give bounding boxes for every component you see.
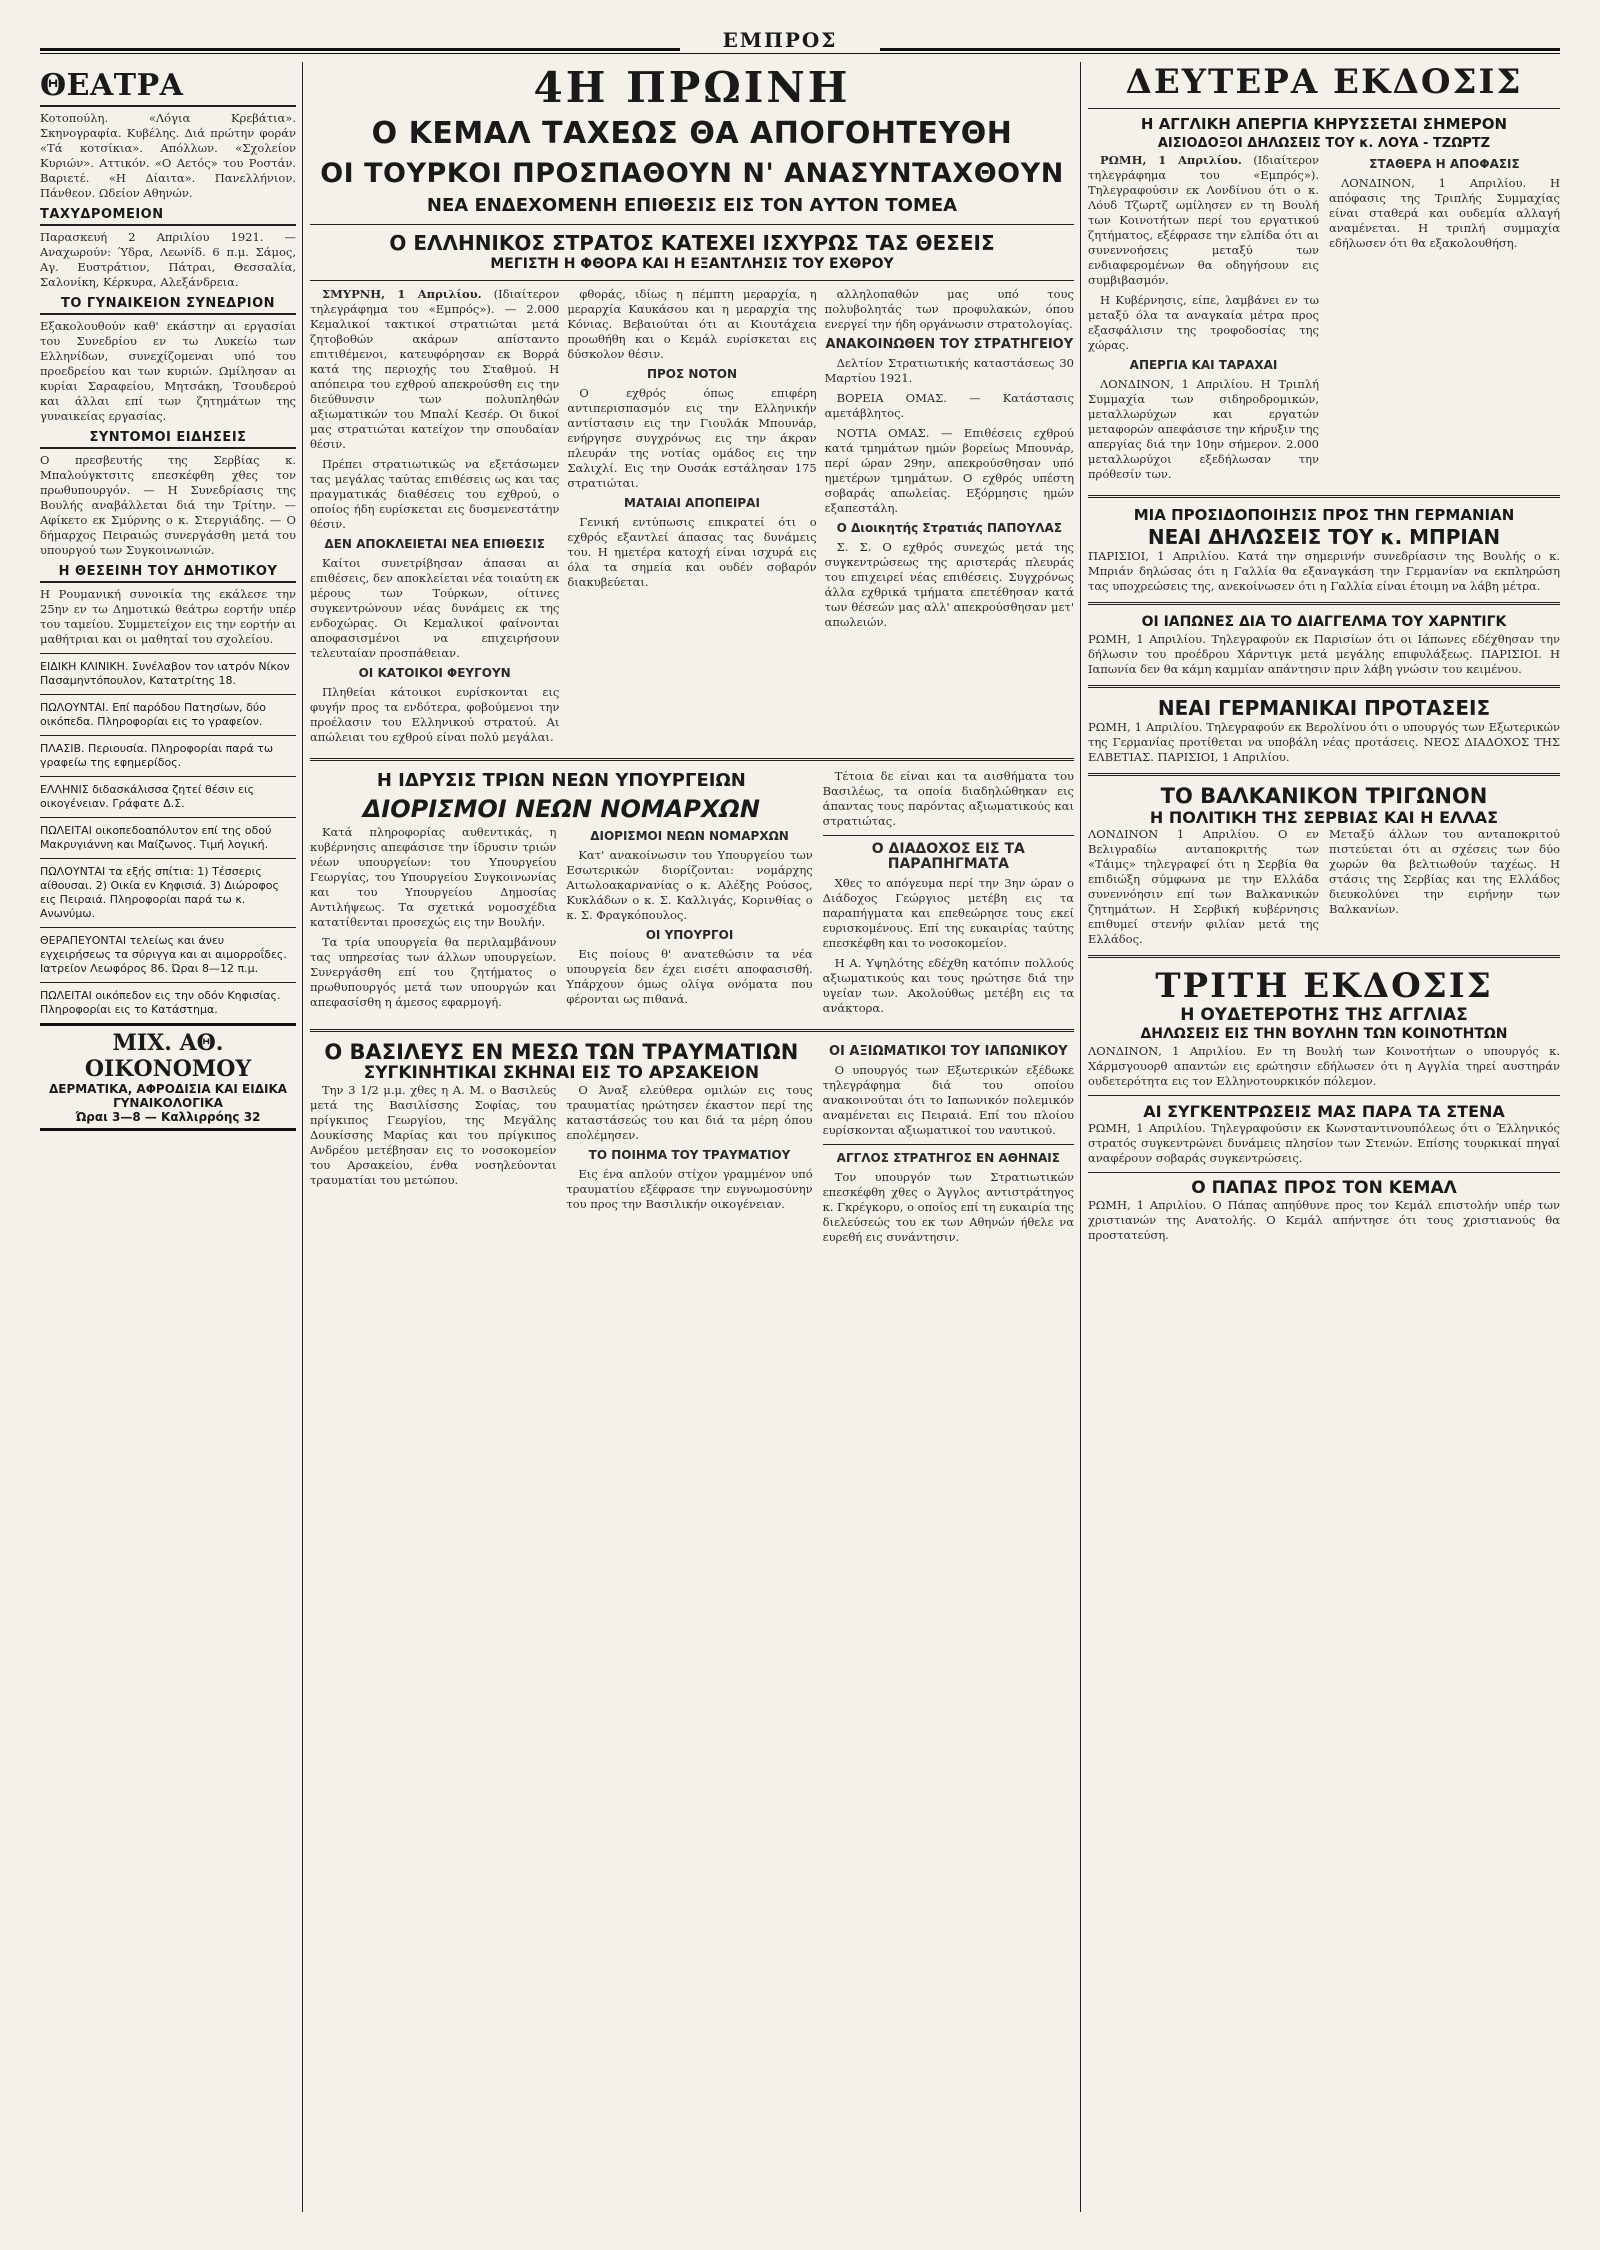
headline-kemal: Ο ΚΕΜΑΛ ΤΑΧΕΩΣ ΘΑ ΑΠΟΓΟΗΤΕΥΘΗ	[371, 116, 1013, 151]
rent-notice: ΠΩΛΟΥΝΤΑΙ τα εξής σπίτια: 1) Τέσσερις αίθουσαι. 2) Οικία εν Κηφισιά. 3) Διώροφος εις Πειραιά. Πληροφορίαι παρά τω κ. Ανωνύμω.	[40, 865, 279, 920]
theatres-text: Κοτοπούλη. «Λόγια Κρεβάτια». Σκηνογραφία. Κυβέλης. Διά πρώτην φοράν «Τά κοτσίκια». Απόλλων. «Σχολείον Κυριών». Αττικόν. «Ο Αετός» του Ροστάν. Βαριετέ. «Η Δίαιτα». Πανελλήνιον. Πάνθεον. Ωδείον Αθηνών.	[40, 111, 296, 200]
divider	[1088, 495, 1560, 498]
ministries-col-2	[566, 825, 812, 1015]
king-text-2: Ο Άναξ ελεύθερα ομιλών εις τους τραυματίας ηρώτησεν έκαστον περί της καταστάσεώς του και διά τα μέρη όπου επολέμησεν.	[566, 1083, 813, 1142]
germany-headline: ΜΙΑ ΠΡΟΣΙΔΟΠΟΙΗΣΙΣ ΠΡΟΣ ΤΗΝ ΓΕΡΜΑΝΙΑΝ	[1133, 506, 1515, 524]
divider	[40, 776, 296, 777]
straits-text: ΡΩΜΗ, 1 Απριλίου. Τηλεγραφούσιν εκ Κωνσταντινουπόλεως ότι ο Έλληνικός στρατός συγκεντρώνει δυνάμεις πλησίον των Στενών. Επίσης τουρκικαί πηγαί αναφέρουν σοβαράς συγκεντρώσεις.	[1088, 1121, 1560, 1165]
lead-col-1	[310, 287, 559, 750]
hq-south: ΝΟΤΙΑ ΟΜΑΣ. — Επιθέσεις εχθρού κατά τμημάτων ημών βορείως Μπουνάρ, περί ώραν 29ην, απεκρούσθησαν υπό ημετέρων τμημάτων. Ο εχθρός υπέστη σοβαράς απωλείας. Εξόρμησις ημών εξαπεστάλη.	[824, 426, 1074, 515]
divider	[310, 758, 1074, 761]
balkan-col-1: ΛΟΝΔΙΝΟΝ 1 Απριλίου. Ο εν Βελιγραδίω ανταποκριτής των «Τάιμς» τηλεγραφεί ότι η Σερβία θα επιδιώξη σύμφωνα με την Ελλάδα συνεννόησιν επί των Βαλκανικών ζητημάτων. Η Σερβική κυβέρνησις επιθυμεί στενήν φιλίαν μετά της Ελλάδος.	[1088, 827, 1319, 946]
retreat-title: ΜΑΤΑΙΑΙ ΑΠΟΠΕΙΡΑΙ	[624, 496, 760, 510]
column-divider	[1080, 62, 1081, 2212]
hq-signed: Ο Διοικητής Στρατιάς ΠΑΠΟΥΛΑΣ	[836, 521, 1063, 535]
retreat-text: Γενική εντύπωσις επικρατεί ότι ο εχθρός εξαντλεί άπασας τας δυνάμεις του. Η ημετέρα κατοχή είναι ισχυρά εις όλα τα σημεία και ουδέν σοβαρόν διακυβεύεται.	[567, 515, 817, 589]
edition-title: 4Η ΠΡΩΙΝΗ	[533, 63, 851, 112]
strike-subtitle-2: ΑΠΕΡΓΙΑ ΚΑΙ ΤΑΡΑΧΑΙ	[1129, 358, 1278, 372]
japan-title: ΟΙ ΑΞΙΩΜΑΤΙΚΟΙ ΤΟΥ ΙΑΠΩΝΙΚΟΥ	[828, 1044, 1068, 1059]
teacher-notice: ΕΛΛΗΝΙΣ διδασκάλισσα ζητεί θέσιν εις οικογένειαν. Γράφατε Δ.Σ.	[40, 783, 255, 810]
lost-notice: ΠΛΑΣΙΒ. Περιουσία. Πληροφορίαι παρά τω γραφείω της εφημερίδος.	[40, 742, 274, 769]
straits-headline: ΑΙ ΣΥΓΚΕΝΤΡΩΣΕΙΣ ΜΑΣ ΠΑΡΑ ΤΑ ΣΤΕΝΑ	[1143, 1102, 1505, 1121]
doctor-ad-name: ΜΙΧ. ΑΘ. ΟΙΚΟΝΟΜΟΥ	[40, 1023, 296, 1082]
house-notice: ΠΩΛΕΙΤΑΙ οικοπεδοαπόλυτον επί της οδού Μακρυγιάννη και Μαίζωνος. Τιμή λογική.	[40, 824, 272, 851]
hq-dateline: Δελτίον Στρατιωτικής καταστάσεως 30 Μαρτίου 1921.	[824, 356, 1074, 385]
new-attacks-text: Καίτοι συνετρίβησαν άπασαι αι επιθέσεις, δεν αποκλείεται νέα τοιαύτη εκ μέρους των Τούρκων, οίτινες συγκεντρώνουν νέας δυνάμεις εκ της ενδοχώρας. Οι Κεμαλικοί φαίνονται αποφασισμένοι να επιχειρήσουν τελευταίαν προσπάθειαν.	[310, 556, 560, 660]
pope-headline: Ο ΠΑΠΑΣ ΠΡΟΣ ΤΟΝ ΚΕΜΑΛ	[1191, 1178, 1457, 1198]
nomarchs-text: Κατ' ανακοίνωσιν του Υπουργείου των Εσωτερικών διορίζονται: νομάρχης Αιτωλοακαρνανίας ο κ. Αλέξης Ρούσος, Κυκλάδων ο κ. Σ. Καλλιγάς, Κορινθίας ο κ. Σ. Φραγκόπουλος.	[566, 848, 813, 922]
theatres-title: ΘΕΑΤΡΑ	[40, 68, 296, 107]
doctor-ad-desc: ΔΕΡΜΑΤΙΚΑ, ΑΦΡΟΔΙΣΙΑ ΚΑΙ ΕΙΔΙΚΑ ΓΥΝΑΙΚΟΛΟΓΙΚΑ	[48, 1082, 288, 1110]
headline-turks: ΟΙ ΤΟΥΡΚΟΙ ΠΡΟΣΠΑΘΟΥΝ Ν' ΑΝΑΣΥΝΤΑΧΘΟΥΝ	[320, 158, 1064, 189]
heir-story	[823, 769, 1074, 1021]
english-general-title: ΑΓΓΛΟΣ ΣΤΡΑΤΗΓΟΣ ΕΝ ΑΘΗΝΑΙΣ	[836, 1151, 1060, 1165]
divider	[1088, 1172, 1560, 1173]
divider	[310, 1029, 1074, 1032]
poem-text: Εις ένα απλούν στίχον γραμμένον υπό τραυματίου εξέφρασε την ευγνωμοσύνην του προς την Βασιλικήν οικογένειαν.	[566, 1167, 813, 1211]
strike-col-2	[1329, 153, 1560, 487]
lead-col-2	[567, 287, 816, 750]
neutrality-subheadline: ΔΗΛΩΣΕΙΣ ΕΙΣ ΤΗΝ ΒΟΥΛΗΝ ΤΩΝ ΚΟΙΝΟΤΗΤΩΝ	[1140, 1026, 1508, 1042]
ministries-text: Κατά πληροφορίας αυθεντικάς, η κυβέρνησις απεφάσισε την ίδρυσιν τριών νέων υπουργείων: του Υπουργείου Γεωργίας, του Υπουργείου Συγκοινωνίας και του Υπουργείου Δημοσίας Αντιλήψεως. Τα σχετικά νομοσχέδια κατατίθενται προσεχώς εις την Βουλήν.	[310, 825, 557, 929]
mail-title: ΤΑΧΥΔΡΟΜΕΙΟΝ	[40, 207, 296, 226]
headline-attack: ΝΕΑ ΕΝΔΕΧΟΜΕΝΗ ΕΠΙΘΕΣΙΣ ΕΙΣ ΤΟΝ ΑΥΤΟΝ ΤΟΜΕΑ	[426, 195, 958, 216]
womens-congress-text: Εξακολουθούν καθ' εκάστην αι εργασίαι του Συνεδρίου εν τω Λυκείω των Ελληνίδων, συνεχίζομεναι υπό του προεδρείου και των κυριών. Ωμίλησαν αι κυρίαι Σαραφείου, Μητσάκη, Τσουδερού και άλλαι επί των ζητημάτων της γυναικείας εργασίας.	[40, 319, 296, 423]
newspaper-page	[40, 28, 1560, 2223]
strike-col-1	[1088, 153, 1319, 487]
lead-text-2: Πρέπει στρατιωτικώς να εξετάσωμεν τας μεγάλας ταύτας επιθέσεις ως και τας πραγματικάς διαθέσεις του εχθρού, ο οποίος ήδη ευρίσκεται εις δυσμενεστάτην θέσιν.	[310, 457, 560, 531]
ministries-headline: Η ΙΔΡΥΣΙΣ ΤΡΙΩΝ ΝΕΩΝ ΥΠΟΥΡΓΕΙΩΝ	[376, 770, 746, 791]
king-story	[310, 1040, 813, 1250]
divider	[1088, 108, 1560, 109]
germany-subheadline: ΝΕΑΙ ΔΗΛΩΣΕΙΣ ΤΟΥ κ. ΜΠΡΙΑΝ	[1147, 525, 1501, 549]
middle-stories	[310, 769, 1074, 1021]
divider	[310, 224, 1074, 225]
demotic-title: Η ΘΕΣΕΙΝΗ ΤΟΥ ΔΗΜΟΤΙΚΟΥ	[40, 564, 296, 583]
germany-text: ΠΑΡΙΣΙΟΙ, 1 Απριλίου. Κατά την σημερινήν συνεδρίασιν της Βουλής ο κ. Μπριάν δηλώσας ότι η Γαλλία θα εξαναγκάση την Γερμανίαν να εκπληρώση τας υποχρεώσεις της, ανεκοίνωσεν ότι η Γαλλία είναι έτοιμη να λάβη μέτρα.	[1088, 549, 1560, 593]
hq-north: ΒΟΡΕΙΑ ΟΜΑΣ. — Κατάστασις αμετάβλητος.	[824, 391, 1074, 420]
ministries-story	[310, 769, 813, 1021]
king-subheadline: ΣΥΓΚΙΝΗΤΙΚΑΙ ΣΚΗΝΑΙ ΕΙΣ ΤΟ ΑΡΣΑΚΕΙΟΝ	[363, 1063, 760, 1083]
divider	[40, 858, 296, 859]
hq-title: ΑΝΑΚΟΙΝΩΘΕΝ ΤΟΥ ΣΤΡΑΤΗΓΕΙΟΥ	[825, 337, 1074, 352]
lead-col2-text: φθοράς, ιδίως η πέμπτη μεραρχία, η μεραρχία Καυκάσου και η μεραρχία της Κόνιας. Βεβαιούται ότι αι Κιουτάχεια προωθήθη και ο Κεμάλ ευρίσκεται εις δύσκολον θέσιν.	[567, 287, 817, 361]
ministries-col-1	[310, 825, 556, 1015]
japan-harding-headline: ΟΙ ΙΑΠΩΝΕΣ ΔΙΑ ΤΟ ΔΙΑΓΓΕΛΜΑ ΤΟΥ ΧΑΡΝΤΙΓΚ	[1141, 614, 1507, 630]
german-proposals-headline: ΝΕΑΙ ΓΕΡΜΑΝΙΚΑΙ ΠΡΟΤΑΣΕΙΣ	[1157, 696, 1491, 720]
japan-story	[823, 1040, 1074, 1250]
sale-notice: ΠΩΛΟΥΝΤΑΙ. Επί παρόδου Πατησίων, δύο οικόπεδα. Πληροφορίαι εις το γραφείον.	[40, 701, 266, 728]
bottom-stories	[310, 1040, 1074, 1250]
fugitives-title: ΟΙ ΚΑΤΟΙΚΟΙ ΦΕΥΓΟΥΝ	[358, 666, 511, 680]
poem-title: ΤΟ ΠΟΙΗΜΑ ΤΟΥ ΤΡΑΥΜΑΤΙΟΥ	[588, 1148, 791, 1162]
masthead-title: ΕΜΠΡΟΣ	[680, 28, 880, 52]
japan-harding-text: ΡΩΜΗ, 1 Απριλίου. Τηλεγραφούν εκ Παρισίων ότι οι Ιάπωνες εδέχθησαν την δήλωσιν του προέδρου Χάρντιγκ μετά μεγάλης επιφυλάξεως. ΠΑΡΙΣΙΟΙ. Η Ιαπωνία δεν θα κάμη καμμίαν απάντησιν πριν λάβη γνώσιν του κειμένου.	[1088, 632, 1560, 676]
clinic-notice: ΕΙΔΙΚΗ ΚΛΙΝΙΚΗ. Συνέλαβον τον ιατρόν Νίκον Πασαμηντόπουλον, Κατατρίτης 18.	[40, 660, 290, 687]
heir-text: Χθες το απόγευμα περί την 3ην ώραν ο Διάδοχος Γεώργιος μετέβη εις τα παραπήγματα και επεθεώρησε τους εκεί ευρισκομένους. Επί της ευκαιρίας ταύτης επεσκέφθη και το νοσοκομείον.	[822, 876, 1074, 950]
balkan-headline: ΤΟ ΒΑΛΚΑΝΙΚΟΝ ΤΡΙΓΩΝΟΝ	[1160, 784, 1488, 808]
heir-title: Ο ΔΙΑΔΟΧΟΣ ΕΙΣ ΤΑ ΠΑΡΑΠΗΓΜΑΤΑ	[871, 841, 1025, 872]
divider	[1088, 685, 1560, 688]
neutrality-text: ΛΟΝΔΙΝΟΝ, 1 Απριλίου. Εν τη Βουλή των Κοινοτήτων ο υπουργός κ. Χάρμσγουορθ απαντών εις ερώτησιν εδήλωσεν ότι η Αγγλία τηρεί αυστηράν ουδετερότητα εις τον Ελληνοτουρκικόν πόλεμον.	[1088, 1044, 1560, 1088]
center-section	[310, 62, 1074, 2217]
brief-news-title: ΣΥΝΤΟΜΟΙ ΕΙΔΗΣΕΙΣ	[40, 430, 296, 449]
divider	[40, 982, 296, 983]
ministries-text-2: Τα τρία υπουργεία θα περιλαμβάνουν τας υπηρεσίας των άλλων υπουργείων. Συνεργάσθη επί του ζητήματος ο πρωθυπουργός μετά των υπουργών και απεφασίσθη η άμεσος εφαρμογή.	[310, 935, 557, 1009]
right-column	[1088, 62, 1560, 2217]
german-proposals-text: ΡΩΜΗ, 1 Απριλίου. Τηλεγραφούν εκ Βερολίνου ότι ο υπουργός των Εξωτερικών της Γερμανίας προτίθεται να υποβάλη νέας προτάσεις. ΝΕΟΣ ΔΙΑΔΟΧΟΣ ΤΗΣ ΕΛΒΕΤΙΑΣ. ΠΑΡΙΣΙΟΙ, 1 Απριλίου.	[1088, 720, 1560, 764]
strike-text-4: ΛΟΝΔΙΝΟΝ, 1 Απριλίου. Η απόφασις της Τριπλής Συμμαχίας είναι σταθερά και ουδεμία αλλαγή αναμένεται. Η τριπλή συμμαχία εδήλωσεν ότι θα εξακολουθήση.	[1329, 176, 1560, 250]
divider	[40, 817, 296, 818]
strike-text-3: ΛΟΝΔΙΝΟΝ, 1 Απριλίου. Η Τριπλή Συμμαχία των σιδηροδρομικών, μεταλλωρύχων και εργατών μεταφορών απεφάσισε την κήρυξιν της απεργίας διά την 10ην σήμερον. 2.000 μεταλλωρύχοι εξεδήλωσαν την πρόθεσίν των.	[1088, 377, 1319, 481]
brief-news-text: Ο πρεσβευτής της Σερβίας κ. Μπαλούγκτσιτς επεσκέφθη χθες τον πρωθυπουργόν. — Η Συνεδρίασις της Βουλής αναβάλλεται διά την Τρίτην. — Αφίκετο εκ Σμύρνης ο κ. Στεργιάδης. — Ο δήμαρχος Πειραιώς συνεργάσθη μετά του υπουργού των Συγκοινωνιών.	[40, 453, 296, 557]
lead-story	[310, 287, 1074, 750]
sale2-notice: ΠΩΛΕΙΤΑΙ οικόπεδον εις την οδόν Κηφισίας. Πληροφορίαι εις το Κατάστημα.	[40, 989, 281, 1016]
cure-notice: ΘΕΡΑΠΕΥΟΝΤΑΙ τελείως και άνευ εγχειρήσεως τα σύριγγα και αι αιμορροΐδες. Ιατρείον Λεωφόρος 86. Ώραι 8—12 π.μ.	[40, 934, 287, 975]
king-headline: Ο ΒΑΣΙΛΕΥΣ ΕΝ ΜΕΣΩ ΤΩΝ ΤΡΑΥΜΑΤΙΩΝ	[324, 1040, 799, 1064]
strike-headline: Η ΑΓΓΛΙΚΗ ΑΠΕΡΓΙΑ ΚΗΡΥΣΣΕΤΑΙ ΣΗΜΕΡΟΝ	[1140, 115, 1508, 133]
nomarchs-headline: ΔΙΟΡΙΣΜΟΙ ΝΕΩΝ ΝΟΜΑΡΧΩΝ	[362, 795, 760, 823]
king-text: Την 3 1/2 μ.μ. χθες η Α. Μ. ο Βασιλεύς μετά της Βασιλίσσης Σοφίας, του πρίγκιπος Γεωργίου, της Μεγάλης Δουκίσσης Μαρίας και του πρίγκιπος Ανδρέου μετέβησαν εις το νοσοκομείον του Αρσακείου, ένθα νοσηλεύονται τραυματίαι του μετώπου.	[310, 1083, 557, 1187]
neutrality-headline: Η ΟΥΔΕΤΕΡΟΤΗΣ ΤΗΣ ΑΓΓΛΙΑΣ	[1180, 1005, 1468, 1025]
pope-text: ΡΩΜΗ, 1 Απριλίου. Ο Πάπας απηύθυνε προς τον Κεμάλ επιστολήν υπέρ των χριστιανών της Ανατολής. Ο Κεμάλ απήντησε ότι τους χριστιανούς θα προστατεύση.	[1088, 1198, 1560, 1242]
fugitives-text: Πληθείαι κάτοικοι ευρίσκονται εις φυγήν προς τα ενδότερα, φοβούμενοι την προέλασιν του Ελληνικού στρατού. Αι απώλειαι του εχθρού είναι πολύ μεγάλαι.	[310, 685, 560, 744]
king-col-1	[310, 1083, 556, 1217]
south-text: Ο εχθρός όπως επιφέρη αντιπερισπασμόν εις την Ελληνικήν αντίστασιν εις την Γιουλάκ Μπουνάρ, ενήργησε συγχρόνως εις την άκραν πλευράν της νοτίας ομάδος εις την Σαλιχλί. Εις την Ουσάκ εστάλησαν 175 στρατιώται.	[567, 386, 817, 490]
womens-congress-title: ΤΟ ΓΥΝΑΙΚΕΙΟΝ ΣΥΝΕΔΡΙΟΝ	[40, 296, 296, 315]
strike-text-2: Η Κυβέρνησις, είπε, λαμβάνει εν τω μεταξύ όλα τα αναγκαία μέτρα προς εξασφάλισιν της τροφοδοσίας της χώρας.	[1088, 293, 1319, 352]
headline-enemy: ΜΕΓΙΣΤΗ Η ΦΘΟΡΑ ΚΑΙ Η ΕΞΑΝΤΛΗΣΙΣ ΤΟΥ ΕΧΘΡΟΥ	[490, 256, 894, 272]
divider	[310, 280, 1074, 281]
heir-text-2: Η Α. Υψηλότης εδέχθη κατόπιν πολλούς αξιωματικούς και τους ηρώτησε διά την υγείαν των. Ακολούθως μετέβη εις τα ανάκτορα.	[822, 956, 1074, 1015]
lead-dateline: ΣΜΥΡΝΗ, 1 Απριλίου.	[322, 287, 482, 301]
hq-more: Σ. Σ. Ο εχθρός συνεχώς μετά της συγκεντρώσεως της αριστεράς πλευράς του επιχειρεί νέας επιθέσεις. Συγχρόνως άλλα εχθρικά τμήματα επετέθησαν κατά των θέσεών μας αλλ' απεκρούσθησαν μετ' απωλειών.	[824, 540, 1074, 629]
balkan-subheadline: Η ΠΟΛΙΤΙΚΗ ΤΗΣ ΣΕΡΒΙΑΣ ΚΑΙ Η ΕΛΛΑΣ	[1149, 808, 1499, 827]
nomarchs-subtitle: ΔΙΟΡΙΣΜΟΙ ΝΕΩΝ ΝΟΜΑΡΧΩΝ	[590, 829, 789, 843]
mail-text: Παρασκευή 2 Απριλίου 1921. — Αναχωρούν: Ύδρα, Λεωνίδ. 6 π.μ. Σάμος, Αγ. Ευστράτιον, Πάτραι, Θεσσαλία, Σαλονίκη, Κέρκυρα, Αλεξάνδρεια.	[40, 230, 296, 289]
divider	[1088, 602, 1560, 605]
lead-col3-text: αλληλοπαθών μας υπό τους πολυβολητάς των προφυλακών, όπου ενεργεί την ήδη οργάνωσιν στρατολογίας.	[824, 287, 1074, 331]
mid-right-text: Τέτοια δε είναι και τα αισθήματα του Βασιλέως, τα οποία διαδηλώθηκαν εις άπαντας τους παρόντας αξιωματικούς και στρατιώτας.	[822, 769, 1074, 828]
lead-text: (Ιδιαίτερον τηλεγράφημα του «Εμπρός»). — 2.000 Κεμαλικοί τακτικοί στρατιώται μετά ζητοβοθών ακάρων απίσταντο επιτιθέμενοι, κατευφόρησαν εκ Βορρά κατά της περιοχής του Σταθμού. Η απόπειρα του εχθρού απεκρούσθη εις την διεύθυνσιν των πολυπληθών αξιωματικών του Μπαλί Κεσέρ. Οι δικοί μας στρατιώται κατείχον την σπουδαίαν θέσιν.	[310, 287, 560, 451]
divider	[1088, 955, 1560, 958]
column-divider	[302, 62, 303, 2212]
divider	[1088, 1095, 1560, 1096]
king-col-2	[566, 1083, 812, 1217]
divider	[1088, 773, 1560, 776]
lead-col-3	[825, 287, 1074, 750]
divider	[40, 694, 296, 695]
south-title: ΠΡΟΣ ΝΟΤΟΝ	[646, 367, 738, 381]
balkan-col-2: Μεταξύ άλλων του ανταποκριτού πιστεύεται ότι αι σχέσεις των δύο χωρών θα βελτιωθούν ταχέως. Η στάσις της Σερβίας και της Ελλάδος διευκολύνει την ειρήνην των Βαλκανίων.	[1329, 827, 1560, 916]
divider	[823, 1144, 1074, 1145]
divider	[823, 835, 1074, 836]
demotic-text: Η Ρουμανική συνοικία της εκάλεσε την 25ην εν τω Δημοτικώ θεάτρω εορτήν υπέρ του ταμείου. Συμμετείχον εις την εορτήν αι μαθήτριαι και οι μαθηταί του σχολείου.	[40, 587, 296, 646]
divider	[40, 927, 296, 928]
english-general-text: Τον υπουργόν των Στρατιωτικών επεσκέφθη χθες ο Άγγλος αντιστράτηγος κ. Γκρέγκορυ, ο οποίος επί τη ευκαιρία της διελεύσεώς του εκ των Αθηνών ήθελε να ευρεθή εις συνάντησιν.	[822, 1170, 1074, 1244]
left-column	[40, 62, 296, 2217]
strike-text: (Ιδιαίτερον τηλεγράφημα του «Εμπρός»). Τηλεγραφούσιν εκ Λονδίνου ότι ο κ. Λόυδ Τζωρτζ ωμίλησεν εν τη Βουλή των Κοινοτήτων περί του εργατικού ζητήματος, εξέφρασε την ελπίδα ότι αι συνεννοήσεις μεταξύ των ενδιαφερομένων θα οδηγήσουν εις συμβιβασμόν.	[1088, 153, 1320, 287]
divider	[40, 653, 296, 654]
strike-dateline: ΡΩΜΗ, 1 Απριλίου.	[1100, 153, 1242, 167]
new-attacks-title: ΔΕΝ ΑΠΟΚΛΕΙΕΤΑΙ ΝΕΑ ΕΠΙΘΕΣΙΣ	[324, 537, 545, 551]
strike-subtitle-3: ΣΤΑΘΕΡΑ Η ΑΠΟΦΑΣΙΣ	[1369, 157, 1520, 171]
third-edition-title: ΤΡΙΤΗ ΕΚΔΟΣΙΣ	[1155, 966, 1493, 1006]
second-edition-title: ΔΕΥΤΕΡΑ ΕΚΔΟΣΙΣ	[1125, 62, 1523, 102]
divider	[40, 735, 296, 736]
headline-army: Ο ΕΛΛΗΝΙΚΟΣ ΣΤΡΑΤΟΣ ΚΑΤΕΧΕΙ ΙΣΧΥΡΩΣ ΤΑΣ ΘΕΣΕΙΣ	[389, 231, 995, 255]
japan-text: Ο υπουργός των Εξωτερικών εξέδωκε τηλεγράφημα διά του οποίου ανακοινούται ότι το Ιαπωνικόν πολεμικόν αναμένεται εις Πειραιά. Επί του πλοίου ευρίσκονται αξιωματικοί του ναυτικού.	[822, 1063, 1074, 1137]
ministers-text: Εις ποίους θ' ανατεθώσιν τα νέα υπουργεία δεν έχει εισέτι αποφασισθή. Υπάρχουν όμως ολίγα ονόματα που φέρονται ως πιθανά.	[566, 947, 813, 1006]
doctor-ad-address: Ώραι 3—8 — Καλλιρρόης 32	[40, 1110, 296, 1131]
strike-subheadline: ΑΙΣΙΟΔΟΞΟΙ ΔΗΛΩΣΕΙΣ ΤΟΥ κ. ΛΟΥΑ - ΤΖΩΡΤΖ	[1157, 136, 1491, 151]
ministers-title: ΟΙ ΥΠΟΥΡΓΟΙ	[645, 928, 734, 942]
